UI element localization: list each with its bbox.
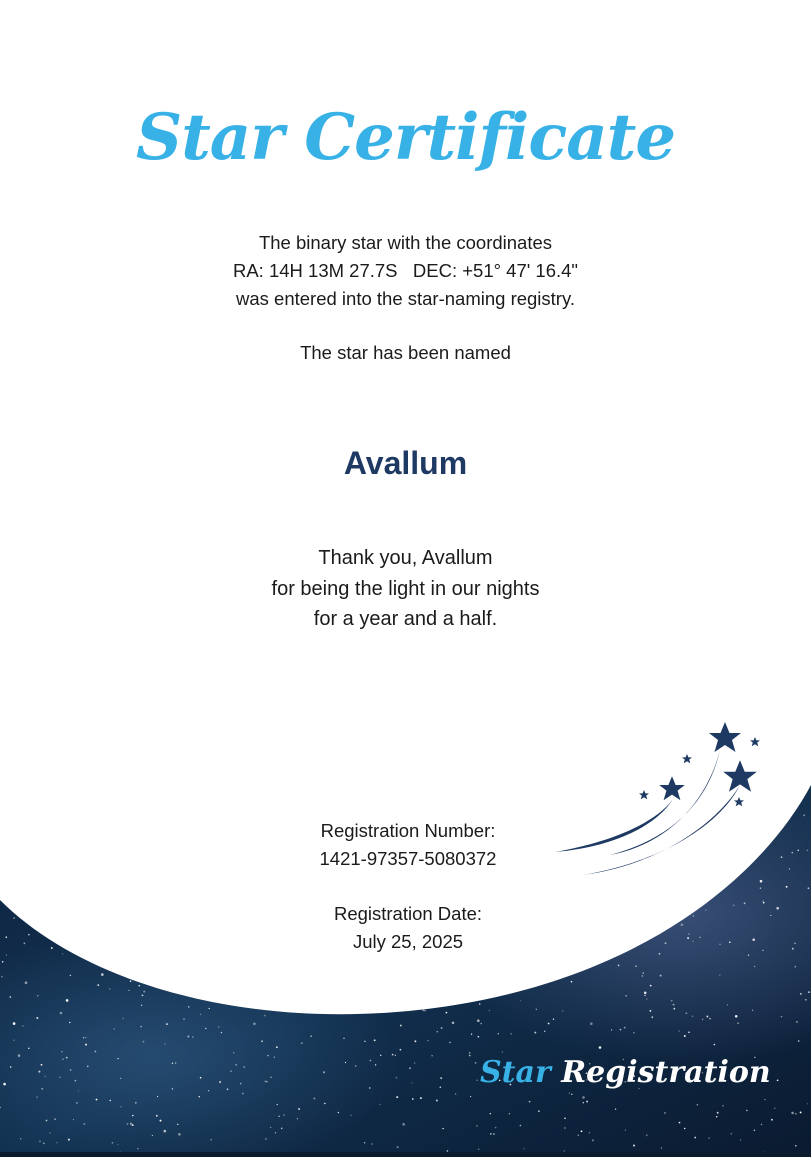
coordinates-line: RA: 14H 13M 27.7S DEC: +51° 47' 16.4" (232, 260, 579, 281)
registry-line: was entered into the star-naming registry. (236, 288, 575, 309)
shooting-stars-icon (545, 715, 770, 880)
registration-number: 1421-97357-5080372 (319, 848, 497, 869)
coordinates-paragraph (0, 229, 811, 313)
certificate-title: Star Certificate (135, 100, 676, 175)
registration-number-block (258, 817, 558, 873)
brand-logo (480, 1055, 770, 1090)
dedication-line: Thank you, Avallum (318, 547, 493, 569)
registration-number-label: Registration Number: (320, 820, 496, 841)
dedication-paragraph (0, 543, 811, 635)
brand-word-registration: Registration (561, 1055, 771, 1090)
brand-word-star: Star (480, 1055, 551, 1090)
registration-date-label: Registration Date: (333, 903, 483, 924)
registration-date: July 25, 2025 (352, 931, 464, 952)
named-text: The star has been named (300, 342, 511, 363)
star-name: Avallum (343, 445, 468, 481)
registration-date-block (258, 900, 558, 956)
dedication-line: for being the light in our nights (271, 577, 540, 600)
dedication-line: for a year and a half. (313, 608, 498, 630)
intro-line: The binary star with the coordinates (258, 232, 553, 253)
